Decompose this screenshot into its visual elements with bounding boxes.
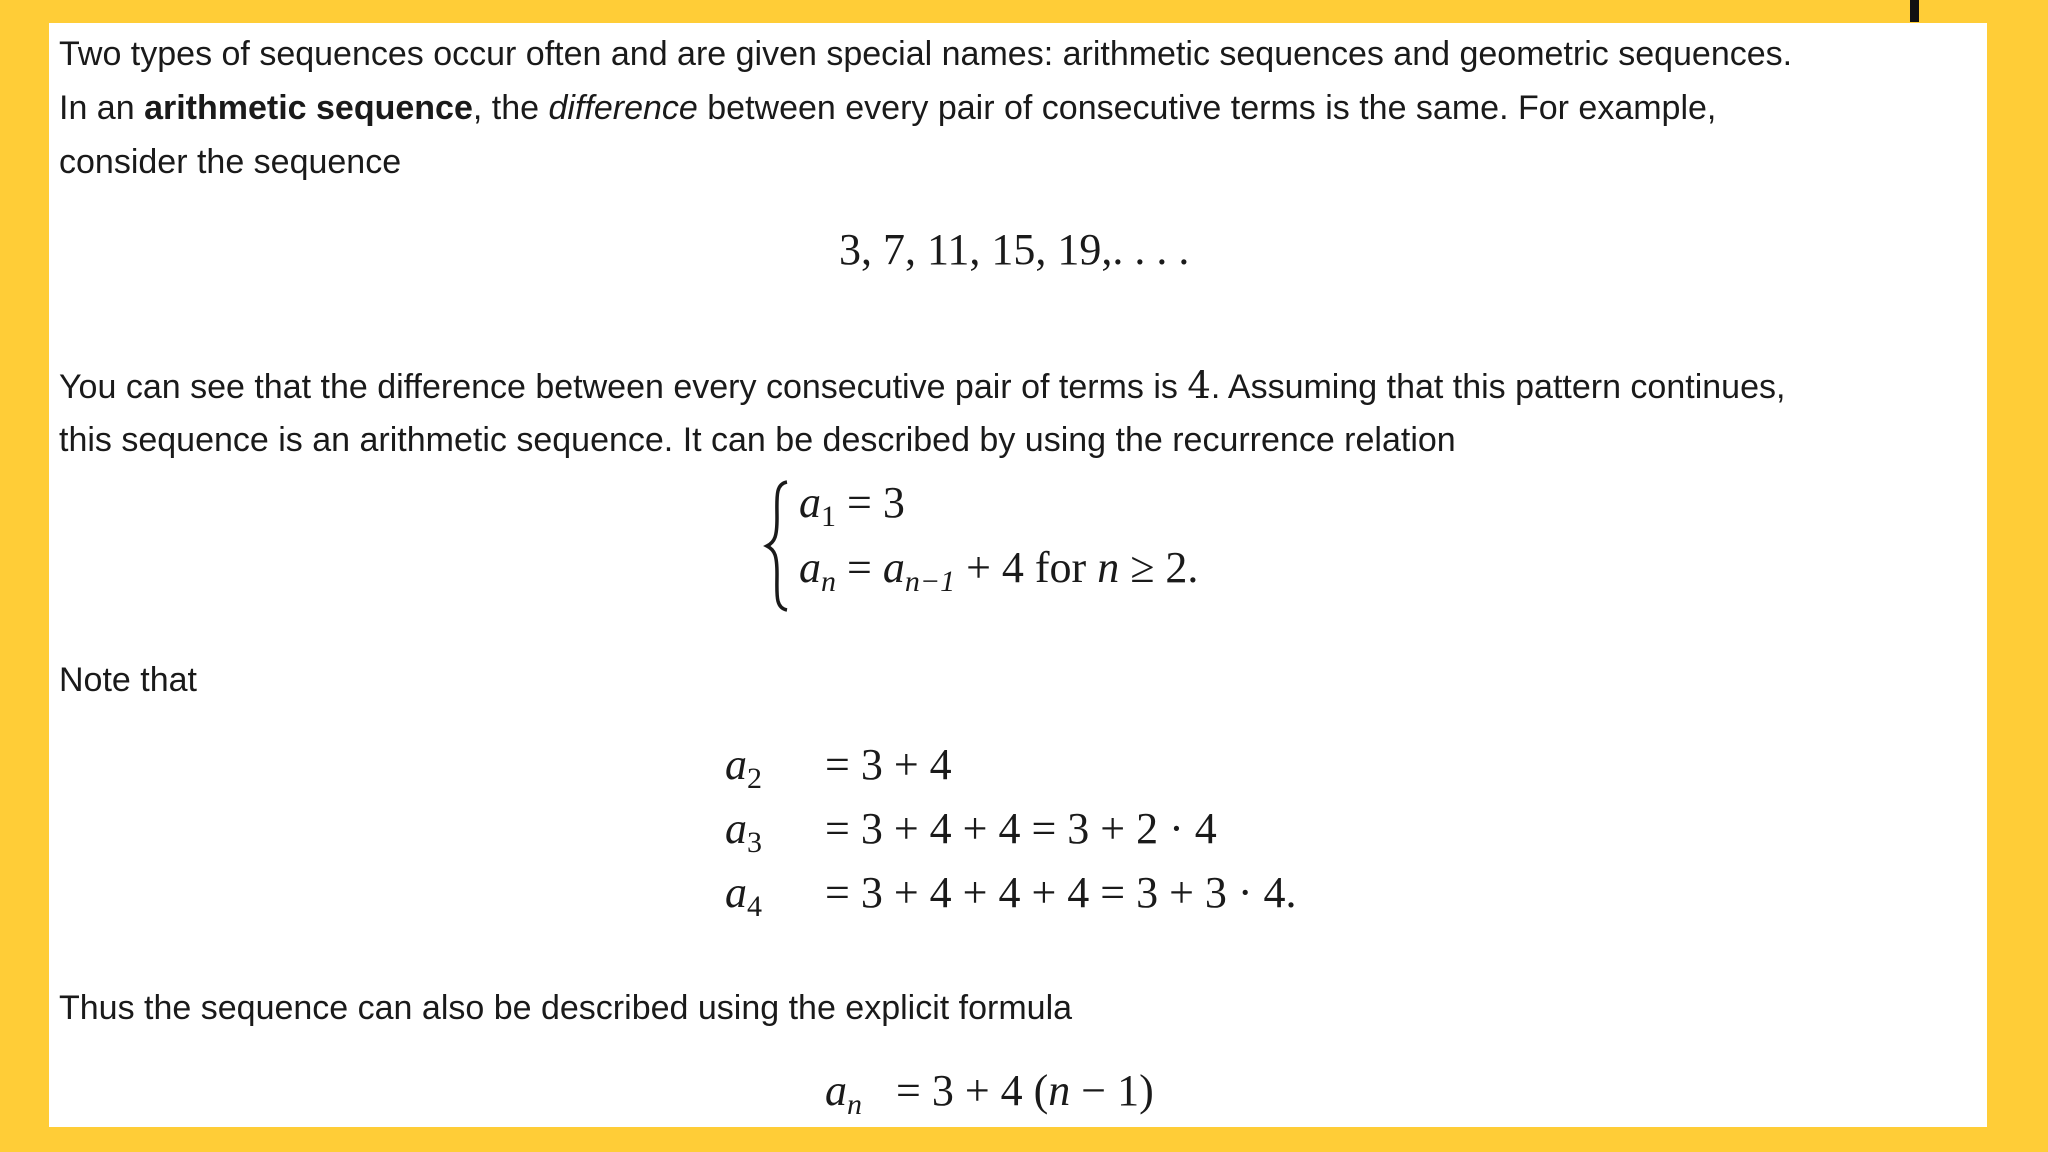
intro-line-3 <box>59 135 401 189</box>
recurrence-sub-2: n <box>821 565 836 598</box>
explicit-sub: n <box>847 1088 862 1121</box>
recurrence-var-2b: a <box>882 543 905 592</box>
pattern-line-2 <box>59 413 1456 467</box>
term-rhs: = 3 + 4 + 4 = 3 + 2 · 4 <box>825 804 1217 853</box>
pattern-text-1b: . Assuming that this pattern continues, <box>1210 368 1786 406</box>
intro-line-2 <box>59 81 1716 135</box>
recurrence-var-1: a <box>799 478 821 527</box>
explicit-rhs-a: = 3 + 4 ( <box>896 1066 1049 1115</box>
term-sub: 4 <box>747 890 762 923</box>
term-var: a <box>725 804 747 853</box>
recurrence-end-2: ≥ 2. <box>1119 543 1199 592</box>
recurrence-sub-1: 1 <box>821 500 836 533</box>
corner-mark <box>1910 0 1919 22</box>
left-brace <box>763 478 793 614</box>
term-sub: 2 <box>747 762 762 795</box>
terms-block <box>725 733 1297 925</box>
recurrence-eq-2: = <box>836 543 883 592</box>
difference-value: 4 <box>1187 364 1211 407</box>
sequence-terms: 3, 7, 11, 15, 19,. . . . <box>839 225 1190 274</box>
content-panel <box>49 23 1987 1127</box>
sequence-equation <box>839 218 1189 282</box>
intro-text-1: Two types of sequences occur often and are given special names: arithmetic sequences and geometric sequences. <box>59 35 1793 73</box>
intro-text-2e: between every pair of consecutive terms is the same. For example, <box>697 89 1717 127</box>
intro-text-2a: In an <box>59 89 145 127</box>
term-var: a <box>725 740 747 789</box>
explicit-rhs-b: − 1) <box>1070 1066 1154 1115</box>
pattern-text-2: this sequence is an arithmetic sequence. It can be described by using the recurrence relation <box>59 421 1456 459</box>
explicit-var: a <box>825 1066 847 1115</box>
term-sub: 3 <box>747 826 762 859</box>
recurrence-row-1 <box>799 471 905 535</box>
term-var: a <box>725 868 747 917</box>
term-rhs: = 3 + 4 <box>825 740 952 789</box>
recurrence-n-2: n <box>1097 543 1120 592</box>
recurrence-mid-2: + 4 for <box>955 543 1098 592</box>
note-line <box>59 653 197 707</box>
term-difference: difference <box>548 89 698 127</box>
intro-line-1 <box>59 27 1792 81</box>
pattern-text-1a: You can see that the difference between every consecutive pair of terms is <box>59 368 1188 406</box>
term-rhs: = 3 + 4 + 4 + 4 = 3 + 3 · 4. <box>825 868 1297 917</box>
recurrence-var-2: a <box>799 543 821 592</box>
explicit-line <box>59 981 1072 1035</box>
term-row <box>725 733 1297 797</box>
term-row <box>725 797 1297 861</box>
explicit-formula <box>825 1059 1154 1123</box>
recurrence-row-2 <box>799 536 1198 600</box>
recurrence-rhs-1: = 3 <box>836 478 905 527</box>
term-row <box>725 861 1297 925</box>
explicit-n: n <box>1048 1066 1071 1115</box>
note-text: Note that <box>59 661 197 699</box>
pattern-line-1 <box>59 359 1785 414</box>
intro-text-2c: , the <box>472 89 549 127</box>
intro-text-3: consider the sequence <box>59 143 402 181</box>
explicit-text: Thus the sequence can also be described using the explicit formula <box>59 989 1073 1027</box>
term-arithmetic-sequence: arithmetic sequence <box>144 89 473 127</box>
recurrence-sub-2b: n−1 <box>904 565 956 598</box>
